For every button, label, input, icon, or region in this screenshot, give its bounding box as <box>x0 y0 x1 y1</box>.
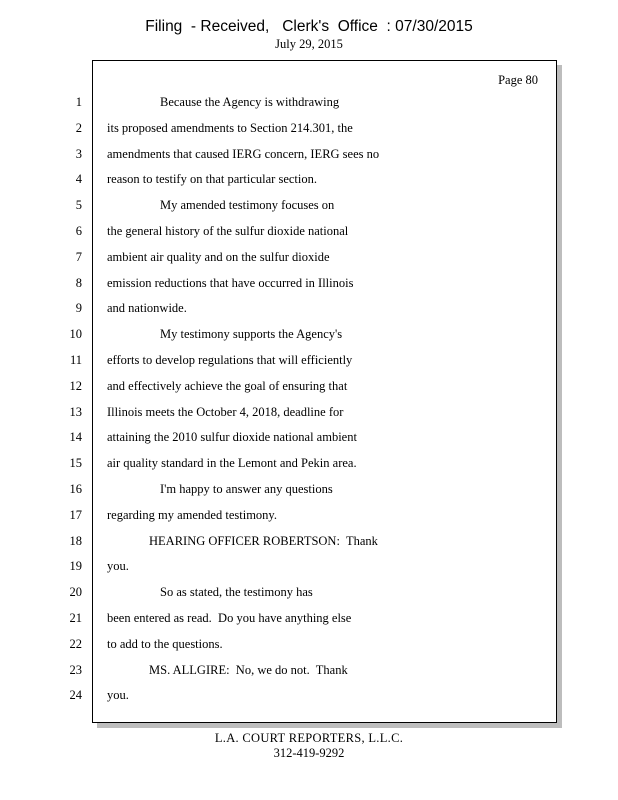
line-text: amendments that caused IERG concern, IERG sees no <box>107 147 380 161</box>
line-number: 24 <box>69 688 82 702</box>
transcript-date: July 29, 2015 <box>275 37 343 51</box>
line-number: 7 <box>75 250 82 264</box>
line-text: attaining the 2010 sulfur dioxide national ambient <box>107 430 357 444</box>
line-text: and effectively achieve the goal of ensuring that <box>107 379 348 393</box>
line-number: 8 <box>75 276 82 290</box>
line-text: you. <box>107 688 129 702</box>
filing-stamp: Filing - Received, Clerk's Office : 07/30/2015 <box>145 18 473 35</box>
line-number: 5 <box>75 198 82 212</box>
line-text: I'm happy to answer any questions <box>160 482 333 496</box>
line-number: 9 <box>75 301 82 315</box>
line-number: 14 <box>69 430 82 444</box>
line-text: and nationwide. <box>107 301 187 315</box>
line-text: air quality standard in the Lemont and Pekin area. <box>107 456 357 470</box>
line-text: emission reductions that have occurred in Illinois <box>107 276 354 290</box>
line-text: efforts to develop regulations that will efficiently <box>107 353 353 367</box>
line-text: Because the Agency is withdrawing <box>160 95 340 109</box>
line-number: 20 <box>69 585 82 599</box>
line-text: My amended testimony focuses on <box>160 198 335 212</box>
line-number: 18 <box>69 534 82 548</box>
line-number: 11 <box>69 353 82 367</box>
line-number: 4 <box>75 172 82 186</box>
line-number: 23 <box>69 663 82 677</box>
line-number: 3 <box>75 147 82 161</box>
line-text: the general history of the sulfur dioxide national <box>107 224 349 238</box>
line-number: 16 <box>69 482 82 496</box>
line-number: 22 <box>69 637 82 651</box>
line-number: 19 <box>69 559 82 573</box>
line-number: 15 <box>69 456 82 470</box>
line-text: HEARING OFFICER ROBERTSON: Thank <box>149 534 378 548</box>
line-text: Illinois meets the October 4, 2018, deadline for <box>107 405 344 419</box>
line-text: My testimony supports the Agency's <box>160 327 343 341</box>
line-text: So as stated, the testimony has <box>160 585 313 599</box>
line-text: regarding my amended testimony. <box>107 508 277 522</box>
line-number: 21 <box>69 611 82 625</box>
line-number: 1 <box>75 95 82 109</box>
line-text: ambient air quality and on the sulfur dioxide <box>107 250 330 264</box>
line-text: reason to testify on that particular section. <box>107 172 318 186</box>
line-text: to add to the questions. <box>107 637 223 651</box>
page-number: Page 80 <box>498 73 538 87</box>
line-number: 13 <box>69 405 82 419</box>
line-text: its proposed amendments to Section 214.301, the <box>107 121 353 135</box>
line-number: 12 <box>69 379 82 393</box>
footer-company: L.A. COURT REPORTERS, L.L.C. <box>214 731 404 745</box>
line-number: 6 <box>75 224 82 238</box>
line-text: you. <box>107 559 129 573</box>
line-number: 10 <box>69 327 82 341</box>
line-number: 17 <box>69 508 82 522</box>
line-text: been entered as read. Do you have anything else <box>107 611 352 625</box>
footer-phone: 312-419-9292 <box>273 746 345 760</box>
line-number: 2 <box>75 121 82 135</box>
line-text: MS. ALLGIRE: No, we do not. Thank <box>149 663 348 677</box>
